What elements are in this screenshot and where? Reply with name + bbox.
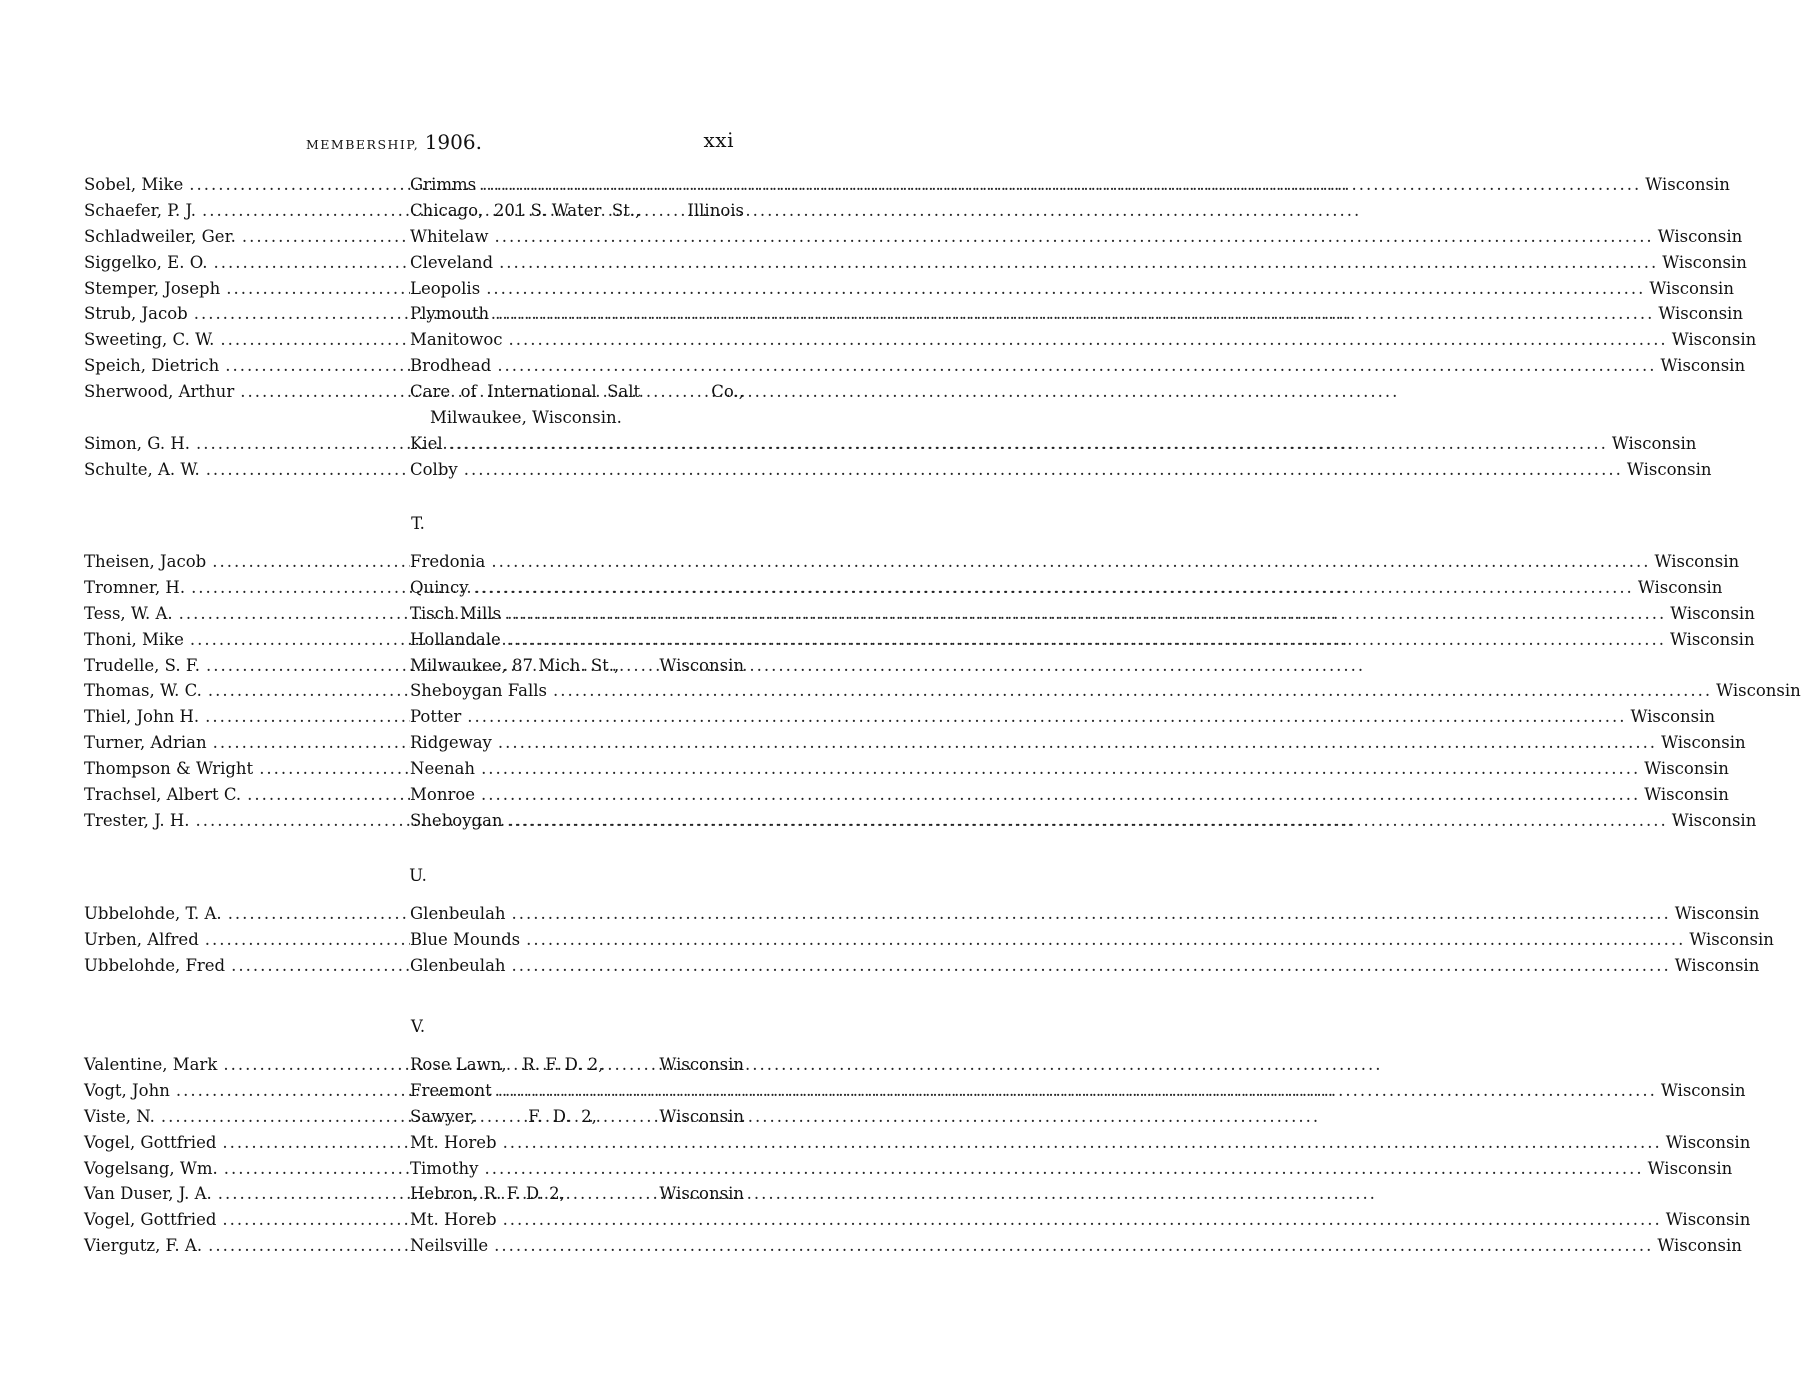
member-name-cell [84,782,410,808]
list-item [84,1181,744,1207]
dot-leader [205,927,410,953]
member-name-cell [84,901,410,927]
dot-leader [512,953,1671,979]
member-name: Vogelsang, Wm. [84,1158,218,1178]
member-name: Schaefer, P. J. [84,200,197,220]
dot-leader [507,627,1666,653]
dot-leader [509,327,1668,353]
member-name-cell [84,756,410,782]
list-item [84,431,1697,457]
list-item [84,575,1723,601]
header-year: 1906. [424,130,482,154]
member-place-cell [410,172,1641,198]
member-name: Urben, Alfred [84,929,199,949]
section-t [84,509,1801,834]
dot-leader [224,1156,410,1182]
member-name: Thoni, Mike [84,629,184,649]
member-place: Sawyer, F. D. 2, [410,1106,597,1126]
member-place: Sheboygan Falls [410,681,547,701]
member-name: Theisen, Jacob [84,552,207,571]
list-item [84,1156,1733,1182]
member-place: Mt. Horeb [410,1210,497,1230]
member-place-cell [410,431,1608,457]
member-place: Plymouth [410,304,490,324]
member-state: Wisconsin [1644,759,1729,779]
member-place-cell [410,575,1634,601]
list-item [84,301,1743,327]
dot-leader [553,678,1712,704]
dot-leader [206,653,1365,679]
member-place-cell [410,627,1666,653]
dot-leader [475,575,1634,601]
dot-leader [484,1156,1643,1182]
entry-list [84,901,1774,979]
member-place-cell [410,327,1668,353]
member-state: Wisconsin [659,1184,744,1204]
list-item [84,172,1730,198]
dot-leader [222,1130,410,1156]
member-place-cell [410,730,1657,756]
running-header [84,128,744,158]
member-place-cell [410,1233,1653,1259]
page [84,0,1801,1380]
member-state: Wisconsin [1689,929,1774,949]
member-place-cell [410,224,1654,250]
list-item [84,927,1774,953]
member-name-cell [84,1104,410,1130]
dot-leader [495,224,1654,250]
dot-leader [208,678,410,704]
member-place-cell [410,653,655,679]
member-name-cell [84,327,410,353]
member-place-cell [410,301,1654,327]
member-place-cell [410,379,707,405]
dot-leader [205,704,410,730]
dot-leader [497,353,1656,379]
member-name-cell [84,457,410,483]
dot-leader [247,782,410,808]
member-place-cell [410,782,1640,808]
member-place-cell [410,601,1666,627]
member-state: Wisconsin [1670,603,1755,623]
header-title-text: MEMBERSHIP, [306,137,420,152]
list-item [84,678,1801,704]
member-place: Milwaukee, 87 Mich. St., [410,655,620,675]
list-item [84,1104,744,1130]
member-name: Vogt, John [84,1080,170,1100]
member-place-cell [410,678,1712,704]
member-state: Wisconsin [1661,733,1746,753]
member-name-cell [84,927,410,953]
member-name-cell [84,1181,410,1207]
member-place-cell [410,198,683,224]
dot-leader [498,730,1657,756]
member-name: Trudelle, S. F. [84,655,200,675]
dot-leader [464,457,1623,483]
member-state: Wisconsin [1660,356,1746,376]
entry-list [84,1052,1751,1259]
dot-leader [212,549,410,575]
section-letter: U. [409,866,427,885]
member-name-cell [84,431,410,457]
member-place: Quincy [410,577,469,597]
member-name-cell [84,1052,410,1078]
member-state: Wisconsin [1671,330,1757,350]
dot-leader [503,1207,1662,1233]
dot-leader [223,1052,1382,1078]
member-place-cell [410,549,1651,575]
dot-leader [481,782,1640,808]
dot-leader [481,756,1640,782]
member-name-cell [84,704,410,730]
member-place: Mt. Horeb [410,1132,497,1152]
member-place: Sheboygan [410,810,503,830]
member-state: Wisconsin [1647,1158,1733,1178]
member-name-cell [84,198,410,224]
member-name-cell [84,276,410,302]
member-place-cell [410,756,1640,782]
member-state: Wisconsin [1657,1236,1742,1256]
member-name: Trester, J. H. [84,810,190,830]
list-item [84,1078,1746,1104]
member-place: Glenbeulah [410,955,506,975]
member-name: Schladweiler, Ger. [84,226,236,246]
member-place: Blue Mounds [410,929,521,949]
member-state: Wisconsin [1658,304,1743,324]
member-place-cell [410,1156,1644,1182]
member-name: Strub, Jacob [84,304,188,324]
dot-leader [259,756,410,782]
list-item [84,353,1746,379]
member-state: Wisconsin [659,1055,744,1074]
member-state: Wisconsin [659,655,744,675]
member-state: Wisconsin [1674,904,1760,923]
member-place-cell [410,250,1658,276]
member-name-cell [84,250,410,276]
member-place-cell [410,901,1671,927]
member-state: Wisconsin [1645,175,1730,194]
member-place-cell [410,353,1657,379]
member-state: Wisconsin [659,1106,744,1126]
member-place: Whitelaw [410,226,489,246]
dot-leader [495,301,1654,327]
member-name: Schulte, A. W. [84,459,200,479]
member-name-cell [84,1078,410,1104]
member-state: Wisconsin [1654,552,1740,571]
dot-leader [222,1207,410,1233]
member-state: Wisconsin [1671,810,1757,830]
member-state: Wisconsin [1644,785,1729,805]
member-state: Wisconsin [1649,278,1734,298]
list-item [84,198,744,224]
member-name-cell [84,301,410,327]
member-place: Fredonia [410,552,486,571]
member-name: Tromner, H. [84,577,186,597]
member-place: Timothy [410,1158,479,1178]
member-place-cell [410,1052,655,1078]
dot-leader [226,276,410,302]
member-place: Leopolis [410,278,481,298]
dot-leader [213,730,410,756]
list-item [84,549,1740,575]
member-place: Neenah [410,759,476,779]
member-place: Glenbeulah [410,904,506,923]
member-name-cell [84,353,410,379]
list-item [84,901,1760,927]
member-name: Simon, G. H. [84,433,190,453]
dot-leader [509,808,1668,834]
list-item [84,1130,1751,1156]
member-name-cell [84,549,410,575]
member-place-cell [410,1207,1662,1233]
member-place: Rose Lawn, R. F. D. 2, [410,1055,604,1074]
page-number: xxi [703,128,734,152]
member-place-cell [410,1181,655,1207]
member-place: Potter [410,707,462,727]
member-name: Viste, N. [84,1106,155,1126]
list-item [84,730,1746,756]
member-name-cell [84,1207,410,1233]
dot-leader [449,431,1608,457]
member-name: Valentine, Mark [84,1055,218,1074]
list-item [84,653,744,679]
entry-list [84,549,1801,834]
member-place: Ridgeway [410,733,492,753]
member-name: Stemper, Joseph [84,278,221,298]
member-place: Freemont [410,1080,492,1100]
member-name: Vogel, Gottfried [84,1210,217,1230]
member-state: Wisconsin [1657,226,1743,246]
list-item [84,457,1712,483]
member-place-cell [410,1078,1657,1104]
member-name: Trachsel, Albert C. [84,785,242,805]
member-name-cell [84,730,410,756]
member-name: Sherwood, Arthur [84,382,235,402]
member-name-cell [84,627,410,653]
member-name: Sobel, Mike [84,175,184,194]
member-name-cell [84,172,410,198]
member-place-cell [410,953,1671,979]
member-state: Illinois [687,200,744,220]
member-name: Tess, W. A. [84,603,173,623]
list-item [84,250,1747,276]
member-name-cell [84,601,410,627]
member-state: Wisconsin [1637,577,1723,597]
list-item [84,327,1757,353]
member-name: Sweeting, C. W. [84,330,215,350]
member-name-cell [84,678,410,704]
section-v [84,1012,1751,1259]
dot-leader [467,704,1626,730]
member-name-cell [84,808,410,834]
member-place-cell [410,276,1645,302]
member-place-cell [410,704,1626,730]
list-item [84,276,1734,302]
member-state: Wisconsin [1626,459,1712,479]
member-state: Wisconsin [1611,433,1697,453]
member-name: Ubbelohde, Fred [84,955,226,975]
member-place: Cleveland [410,252,494,272]
member-place: Chicago, 201 S. Water St., [410,200,641,220]
member-name: Thomas, W. C. [84,681,202,701]
member-name-cell [84,1130,410,1156]
section-letter: T. [411,514,425,533]
member-place-cell [410,1130,1662,1156]
dot-leader [202,198,1361,224]
dot-leader [218,1181,1377,1207]
member-place: Brodhead [410,356,492,376]
list-item [84,756,1729,782]
member-place-cell [410,808,1668,834]
dot-leader [503,1130,1662,1156]
member-name: Speich, Dietrich [84,356,220,376]
member-place: Manitowoc [410,330,503,350]
list-item [84,704,1716,730]
list-item [84,1052,744,1078]
dot-leader [512,901,1671,927]
dot-leader [499,250,1658,276]
member-name-cell [84,575,410,601]
member-name: Van Duser, J. A. [84,1184,212,1204]
list-item [84,224,1743,250]
member-name: Siggelko, E. O. [84,252,208,272]
member-place: Colby [410,459,458,479]
member-place: Hebron, R. F. D. 2, [410,1184,565,1204]
member-state: Wisconsin [1660,1080,1746,1100]
member-place: Tisch Mills [410,603,502,623]
member-state: Co., [711,382,744,402]
member-place: Neilsville [410,1236,489,1256]
member-place: Care of International Salt [410,382,641,402]
dot-leader [228,901,410,927]
dot-leader [491,549,1650,575]
member-place: Hollandale [410,629,501,649]
dot-leader [214,250,410,276]
section-u [84,861,1774,979]
dot-leader [507,601,1666,627]
dot-leader [494,1233,1653,1259]
member-place: Monroe [410,785,476,805]
list-item [84,808,1757,834]
dot-leader [526,927,1685,953]
member-name-cell [84,1156,410,1182]
member-place-cell [410,457,1623,483]
member-name: Thompson & Wright [84,759,254,779]
member-name: Ubbelohde, T. A. [84,904,222,923]
member-name: Viergutz, F. A. [84,1236,203,1256]
list-item [84,1233,1742,1259]
dot-leader [231,953,410,979]
address-continuation: Milwaukee, Wisconsin. [430,408,622,428]
section-s [84,172,1757,483]
member-name-cell [84,224,410,250]
member-place-cell [410,1104,655,1130]
list-item [84,782,1729,808]
header-title [306,130,482,154]
list-item [84,953,1760,979]
member-name: Vogel, Gottfried [84,1132,217,1152]
dot-leader [208,1233,410,1259]
dot-leader [482,172,1641,198]
member-state: Wisconsin [1665,1132,1751,1152]
member-state: Wisconsin [1630,707,1716,727]
dot-leader [242,224,410,250]
member-place: Grimms [410,175,477,194]
dot-leader [498,1078,1657,1104]
member-name-cell [84,953,410,979]
list-item [84,1207,1751,1233]
list-item [84,601,1755,627]
member-name: Thiel, John H. [84,707,200,727]
member-place: Kiel [410,433,443,453]
dot-leader [486,276,1645,302]
list-item [84,379,744,405]
member-name-cell [84,653,410,679]
list-item [84,627,1755,653]
member-name-cell [84,379,410,405]
section-letter: V. [410,1017,426,1036]
member-state: Wisconsin [1716,681,1801,701]
dot-leader [206,457,410,483]
dot-leader [220,327,410,353]
member-name: Turner, Adrian [84,733,207,753]
dot-leader [225,353,410,379]
entry-list [84,172,1757,483]
member-state: Wisconsin [1662,252,1747,272]
member-state: Wisconsin [1674,955,1760,975]
member-name-cell [84,1233,410,1259]
member-place-cell [410,927,1685,953]
member-state: Wisconsin [1669,629,1755,649]
member-state: Wisconsin [1665,1210,1751,1230]
